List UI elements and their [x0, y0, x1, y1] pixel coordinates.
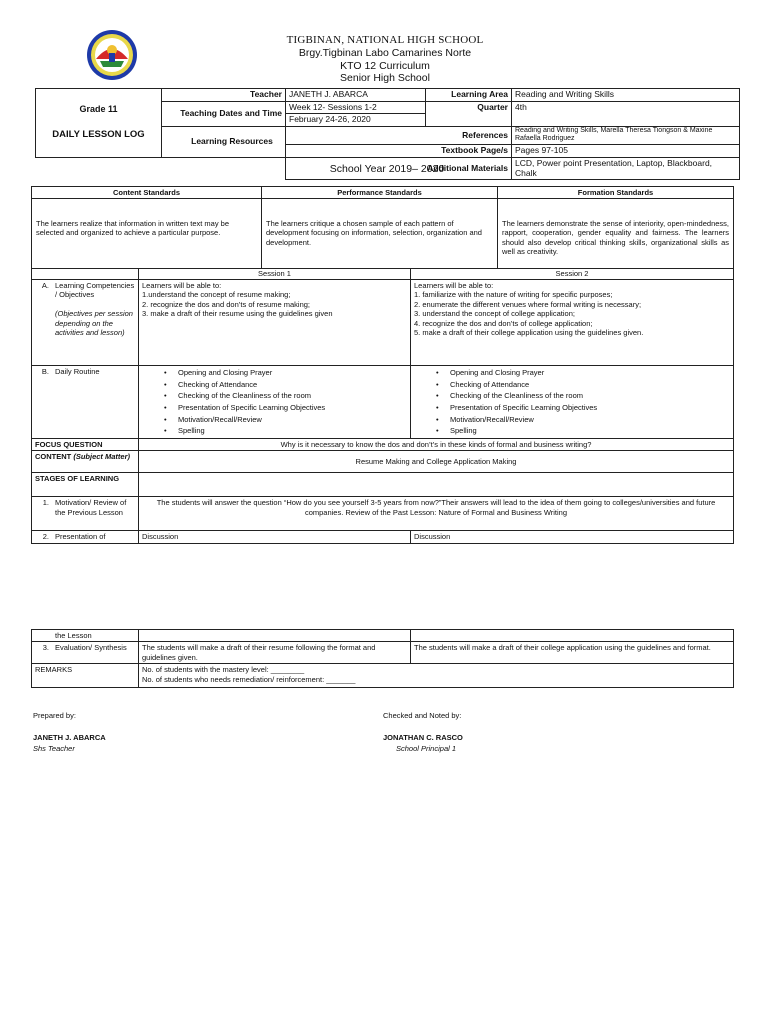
competencies-label-cell	[32, 280, 139, 366]
quarter-value: 4th	[512, 101, 740, 126]
routine-item: • Opening and Closing Prayer	[164, 367, 407, 379]
dates-value: February 24-26, 2020	[286, 114, 426, 127]
session-2-heading: Session 2	[411, 269, 734, 280]
objective-item: 1.understand the concept of resume making;	[142, 290, 291, 300]
school-year: School Year 2019– 2020	[329, 163, 445, 175]
presentation-label: Presentation of	[55, 532, 106, 542]
school-name: TIGBINAN, NATIONAL HIGH SCHOOL	[286, 34, 484, 46]
objective-item: 3. make a draft of their resume using the guidelines given	[142, 309, 333, 319]
content-label-cell	[32, 451, 139, 473]
objective-item: 4. recognize the dos and don’ts of college application;	[414, 318, 593, 328]
session-1-heading: Session 1	[139, 269, 411, 280]
session-2-routine	[411, 366, 734, 439]
mastery-line: No. of students with the mastery level: ________	[142, 665, 305, 675]
evaluation-label: Evaluation/ Synthesis	[55, 643, 127, 653]
quarter-label: Quarter	[426, 101, 512, 126]
row-2-number: 2.	[42, 532, 49, 542]
presentation-label-cont: the Lesson	[55, 631, 92, 640]
routine-item: • Presentation of Specific Learning Objectives	[436, 402, 730, 414]
objective-item: 3. understand the concept of college application;	[414, 309, 575, 319]
evaluation-label-cell	[32, 642, 139, 664]
content-standards-heading: Content Standards	[32, 187, 262, 199]
session-2-objectives	[411, 280, 734, 366]
row-1-number: 1.	[42, 498, 49, 508]
materials-value: LCD, Power point Presentation, Laptop, Blackboard, Chalk	[512, 157, 740, 179]
routine-item: • Motivation/Recall/Review	[164, 414, 407, 426]
teacher-label: Teacher	[162, 89, 286, 102]
learning-area-value: Reading and Writing Skills	[512, 89, 740, 102]
routine-item: • Spelling	[164, 425, 407, 437]
session-1-evaluation: The students will make a draft of their resume following the format and guidelines given.	[139, 642, 411, 664]
motivation-label: Motivation/ Review of the Previous Lesson	[55, 498, 127, 517]
remarks-label: REMARKS	[32, 664, 139, 688]
materials-label: Additional Materials	[286, 157, 512, 179]
textbook-label: Textbook Page/s	[286, 145, 512, 158]
routine-item: • Spelling	[436, 425, 730, 437]
content-label: CONTENT	[35, 452, 72, 462]
motivation-label-cell	[32, 497, 139, 531]
content-standards-text: The learners realize that information in written text may be selected and organized to achieve a particular purpose.	[32, 199, 262, 269]
school-header	[230, 34, 540, 85]
standards-table	[31, 186, 734, 269]
curriculum-line: KTO 12 Curriculum	[340, 59, 430, 72]
motivation-text: The students will answer the question “How do you see yourself 3-5 years from now?”Their answers will lead to the idea of them going to colleges/universities and future companies. Review of the Past Lesson: Nature of Formal and Business Writing	[139, 497, 734, 531]
school-seal-logo	[86, 29, 138, 81]
learning-area-label: Learning Area	[426, 89, 512, 102]
content-text: Resume Making and College Application Making	[139, 451, 734, 473]
textbook-value: Pages 97-105	[512, 145, 740, 158]
prepared-by-title: Shs Teacher	[33, 744, 75, 753]
daily-log-table	[31, 268, 734, 544]
session-2-evaluation: The students will make a draft of their college application using the guidelines and format.	[411, 642, 734, 664]
routine-label-cell	[32, 366, 139, 439]
routine-item: • Opening and Closing Prayer	[436, 367, 730, 379]
competencies-note: (Objectives per session depending on the activities and lesson)	[55, 309, 133, 337]
checked-by-title: School Principal 1	[396, 744, 457, 753]
performance-standards-heading: Performance Standards	[262, 187, 498, 199]
daily-log-continuation-table	[31, 629, 734, 688]
routine-item: • Checking of Attendance	[164, 379, 407, 391]
checked-by-label: Checked and Noted by:	[383, 711, 462, 720]
prepared-by-name: JANETH J. ABARCA	[33, 733, 106, 742]
objective-item: 2. enumerate the different venues where formal writing is necessary;	[414, 299, 642, 309]
checked-by-name: JONATHAN C. RASCO	[383, 733, 463, 742]
row-a-number: A.	[41, 281, 49, 290]
performance-standards-text: The learners critique a chosen sample of each pattern of development focusing on information, selection, organization and development.	[262, 199, 498, 269]
row-b-number: B.	[41, 367, 49, 376]
routine-item: • Checking of the Cleanliness of the room	[164, 390, 407, 402]
formation-standards-heading: Formation Standards	[498, 187, 734, 199]
grade-cell	[36, 89, 162, 158]
routine-item: • Checking of the Cleanliness of the room	[436, 390, 730, 402]
references-value: Reading and Writing Skills, Marella Theresa Tiongson & Maxine Rafaella Rodriguez	[512, 126, 740, 145]
log-title: DAILY LESSON LOG	[52, 129, 145, 141]
remarks-cell	[139, 664, 734, 688]
stages-of-learning-label: STAGES OF LEARNING	[32, 473, 139, 497]
session-2-presentation: Discussion	[411, 531, 734, 543]
objective-item: 2. recognize the dos and don’ts of resume making;	[142, 299, 311, 309]
teaching-dates-label: Teaching Dates and Time	[162, 101, 286, 126]
prepared-by-label: Prepared by:	[33, 711, 76, 720]
content-subject-matter: (Subject Matter)	[73, 452, 131, 462]
objective-item: 1. familiarize with the nature of writing for specific purposes;	[414, 290, 613, 300]
routine-item: • Motivation/Recall/Review	[436, 414, 730, 426]
routine-item: • Checking of Attendance	[436, 379, 730, 391]
learning-resources-label: Learning Resources	[162, 126, 286, 157]
presentation-label-continued	[32, 630, 139, 642]
focus-question-label: FOCUS QUESTION	[32, 439, 139, 451]
program-line: Senior High School	[340, 72, 430, 85]
competencies-label: Learning Competencies / Objectives	[55, 281, 135, 300]
row-3-number: 3.	[42, 643, 49, 653]
session-1-routine	[139, 366, 411, 439]
week-value: Week 12- Sessions 1-2	[286, 101, 426, 114]
session-1-objectives	[139, 280, 411, 366]
presentation-label-cell	[32, 531, 139, 543]
remediation-line: No. of students who needs remediation/ reinforcement: _______	[142, 674, 356, 684]
objective-item: 5. make a draft of their college application using the guidelines given.	[414, 327, 644, 337]
formation-standards-text: The learners demonstrate the sense of interiority, open-mindedness, rapport, cooperation, gender equality and fairness. The learners should also develop critical thinking skills, organizational skills as well as creativity.	[498, 199, 734, 269]
school-address: Brgy.Tigbinan Labo Camarines Norte	[298, 47, 472, 60]
routine-label: Daily Routine	[55, 367, 100, 376]
teacher-value: JANETH J. ABARCA	[286, 89, 426, 102]
session-1-intro: Learners will be able to:	[142, 281, 222, 290]
session-1-presentation: Discussion	[139, 531, 411, 543]
grade-label: Grade 11	[79, 104, 118, 115]
focus-question-text: Why is it necessary to know the dos and don’t’s in these kinds of formal and business writing?	[139, 439, 734, 451]
routine-item: • Presentation of Specific Learning Objectives	[164, 402, 407, 414]
references-label: References	[286, 126, 512, 145]
session-2-intro: Learners will be able to:	[414, 281, 494, 290]
